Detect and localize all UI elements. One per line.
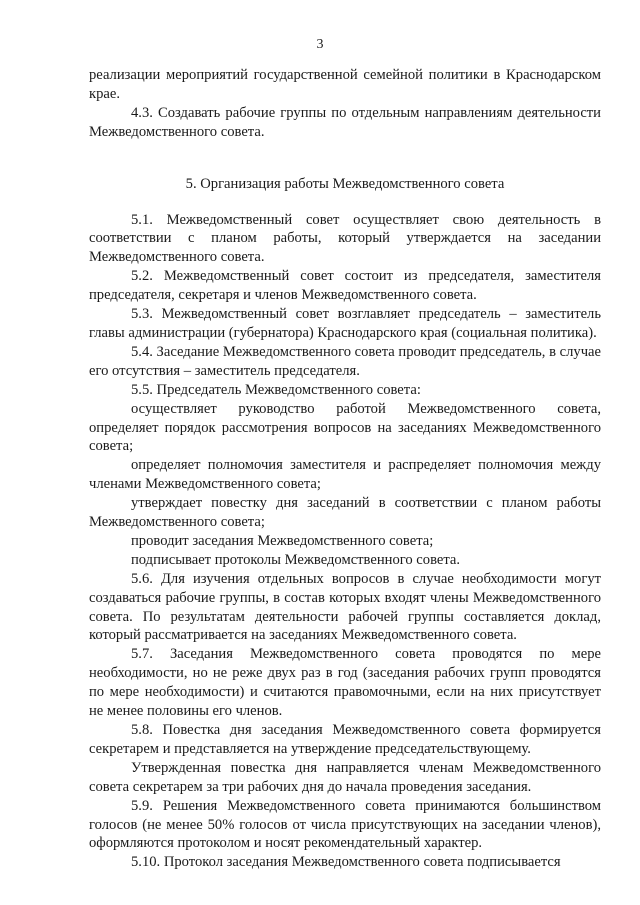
- paragraph-agenda-sent: Утвержденная повестка дня направляется членам Межведомственного совета секретарем за три рабочих дня до начала проведения заседания.: [89, 759, 601, 795]
- paragraph-5-10: 5.10. Протокол заседания Межведомственного совета подписывается: [131, 854, 561, 871]
- section-heading: 5. Организация работы Межведомственного совета: [185, 175, 505, 192]
- paragraph-5-1: 5.1. Межведомственный совет осуществляет свою деятельность в соответствии с планом работы, который утверждается на заседании Межведомственного совета.: [89, 211, 601, 266]
- document-body: [89, 66, 601, 872]
- paragraph-5-2: 5.2. Межведомственный совет состоит из председателя, заместителя председателя, секретаря и членов Межведомственного совета.: [89, 268, 601, 304]
- paragraph-continuation: реализации мероприятий государственной семейной политики в Краснодарском крае.: [89, 67, 601, 102]
- paragraph-chair-duty-3: утверждает повестку дня заседаний в соответствии с планом работы Межведомственного совета;: [89, 495, 601, 531]
- paragraph-5-8: 5.8. Повестка дня заседания Межведомственного совета формируется секретарем и представляется на утверждение председательствующему.: [89, 722, 601, 757]
- paragraph-chair-duty-2: определяет полномочия заместителя и распределяет полномочия между членами Межведомственного совета;: [89, 457, 601, 493]
- paragraph-chair-duty-4: проводит заседания Межведомственного совета;: [131, 532, 434, 549]
- page-number: 3: [316, 37, 324, 52]
- paragraph-5-6: 5.6. Для изучения отдельных вопросов в случае необходимости могут создаваться рабочие группы, в состав которых входят члены Межведомственного совета. По результатам деятельности рабочей группы составляется доклад, который рассматривается на заседаниях Межведомственного совета.: [89, 570, 601, 644]
- paragraph-5-3: 5.3. Межведомственный совет возглавляет председатель – заместитель главы администрации (губернатора) Краснодарского края (социальная политика).: [89, 306, 601, 341]
- paragraph-chair-duty-5: подписывает протоколы Межведомственного совета.: [131, 551, 461, 568]
- paragraph-4-3: 4.3. Создавать рабочие группы по отдельным направлениям деятельности Межведомственного совета.: [89, 104, 601, 140]
- paragraph-5-7: 5.7. Заседания Межведомственного совета проводятся по мере необходимости, но не реже двух раз в год (заседания рабочих групп проводятся по мере необходимости) и считаются правомочными, если на них присутствует не менее половины его членов.: [89, 646, 601, 720]
- paragraph-chair-duty-1: осуществляет руководство работой Межведомственного совета, определяет порядок рассмотрения вопросов на заседаниях Межведомственного совета;: [89, 400, 601, 455]
- paragraph-5-4: 5.4. Заседание Межведомственного совета проводит председатель, в случае его отсутствия – заместитель председателя.: [89, 343, 601, 379]
- paragraph-5-5: 5.5. Председатель Межведомственного совета:: [131, 381, 421, 398]
- paragraph-5-9: 5.9. Решения Межведомственного совета принимаются большинством голосов (не менее 50% голосов от числа присутствующих на заседании членов), оформляются протоколом и носят рекомендательный характер.: [89, 797, 601, 852]
